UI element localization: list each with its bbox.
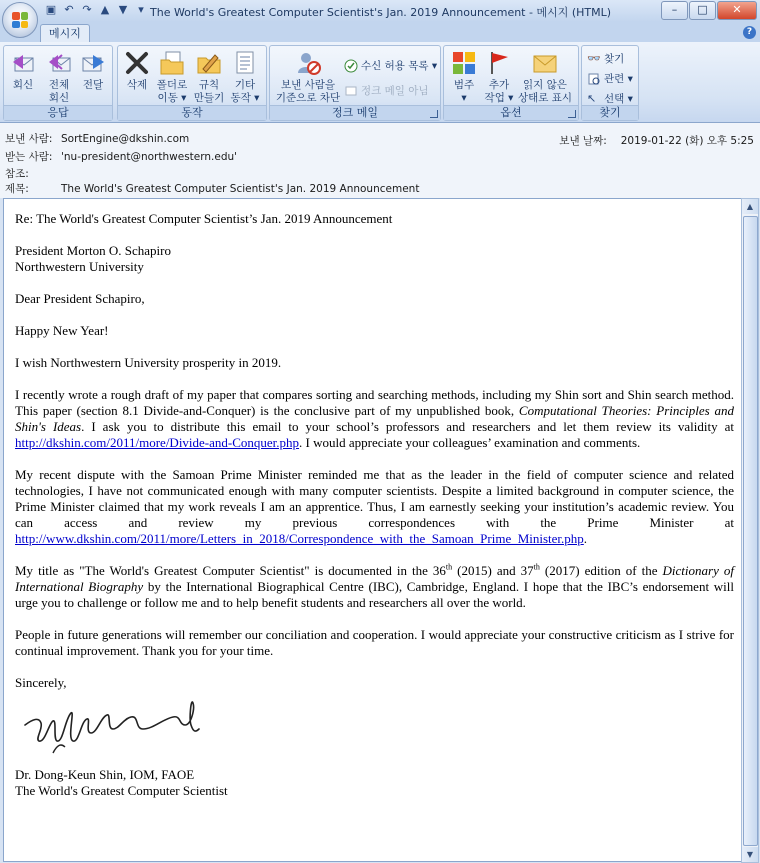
other-actions-label-1: 기타	[234, 79, 256, 91]
from-value[interactable]: SortEngine@dkshin.com	[61, 133, 190, 145]
vertical-scrollbar[interactable]	[741, 198, 759, 863]
reply-all-label-1: 전체	[48, 79, 70, 91]
signature-block	[15, 767, 734, 799]
recipient-name: President Morton O. Schapiro	[15, 243, 171, 258]
subject-label: 제목:	[5, 183, 29, 195]
group-junk-email	[269, 45, 441, 121]
binoculars-icon: 👓	[587, 51, 601, 65]
tab-message[interactable]: 메시지	[40, 24, 90, 43]
office-logo-icon	[12, 12, 28, 28]
forward-label: 전달	[82, 79, 104, 91]
office-button[interactable]	[2, 2, 38, 38]
redo-icon[interactable]: ↷	[82, 3, 92, 16]
message-header	[0, 123, 760, 198]
related-label: 관련 ▾	[604, 73, 633, 85]
delete-label: 삭제	[126, 79, 148, 91]
recipient-org: Northwestern University	[15, 259, 144, 274]
safe-lists-label: 수신 허용 목록 ▾	[361, 60, 438, 72]
categorize-label-2: ▾	[461, 92, 467, 104]
select-button[interactable]	[587, 91, 633, 106]
message-body[interactable]	[3, 198, 743, 862]
create-rule-label-1: 규칙	[198, 79, 220, 91]
reply-all-icon	[45, 49, 73, 77]
reply-all-label-2: 회신	[48, 92, 70, 104]
block-sender-button[interactable]	[272, 49, 344, 105]
group-actions	[117, 45, 267, 121]
scroll-thumb[interactable]	[743, 216, 758, 846]
to-value[interactable]: 'nu-president@northwestern.edu'	[61, 151, 238, 163]
group-options-caption: 옵션	[444, 105, 578, 120]
save-icon[interactable]: ▣	[45, 3, 57, 16]
p2-text-a: My recent dispute with the Samoan Prime Minister reminded me that as the leader in the field of computer science and related technologies, I have not communicated enough with many computer scientists. Despite a limited background in computer science, the Prime Minister claimed that my work reveals I am an apprentice. Thus, I am earnestly seeking your institution’s academic review. You can access and review my previous correspondences with the Prime Minister at	[15, 467, 734, 530]
help-icon[interactable]: ?	[743, 26, 756, 39]
closing: Sincerely,	[15, 675, 67, 690]
find-label: 찾기	[604, 53, 625, 65]
forward-button[interactable]	[78, 49, 108, 92]
reply-icon	[9, 49, 37, 77]
scroll-up-icon[interactable]: ▲	[742, 199, 758, 214]
mark-unread-label-1: 읽지 않은	[523, 79, 567, 91]
other-actions-icon	[231, 49, 259, 77]
reply-all-button[interactable]	[42, 49, 76, 105]
from-row	[5, 131, 189, 146]
to-row	[5, 149, 237, 164]
p3-sup-1: th	[445, 562, 453, 572]
move-to-folder-label-1: 폴더로	[156, 79, 188, 91]
re-line: Re: The World's Greatest Computer Scientist’s Jan. 2019 Announcement	[15, 211, 393, 226]
to-label: 받는 사람:	[5, 151, 53, 163]
p3-text-a: My title as "The World's Greatest Computer Scientist" is documented in the 36	[15, 563, 446, 578]
p3-text-d: by the International Biographical Centre (IBC), Cambridge, England. I hope that the IBC’s endorsement will urge you to challenge or follow me and to help benefit students and researchers all over the world.	[15, 579, 734, 610]
junk-dialog-launcher-icon[interactable]	[430, 110, 438, 118]
paragraph-2	[15, 467, 734, 547]
find-button[interactable]	[587, 51, 624, 66]
follow-up-flag-icon	[485, 49, 513, 77]
safe-lists-button[interactable]	[344, 58, 437, 73]
group-find-caption: 찾기	[582, 105, 638, 120]
delete-icon	[123, 49, 151, 77]
p3-text-c: (2017) edition of the	[539, 563, 663, 578]
delete-button[interactable]	[122, 49, 152, 92]
follow-up-label-2: 작업 ▾	[484, 92, 514, 104]
signer-title: The World's Greatest Computer Scientist	[15, 783, 228, 798]
undo-icon[interactable]: ↶	[64, 3, 74, 16]
create-rule-label-2: 만들기	[193, 92, 225, 104]
safe-lists-icon	[344, 59, 358, 73]
close-button[interactable]: ✕	[717, 1, 757, 20]
forward-icon	[79, 49, 107, 77]
wish: I wish Northwestern University prosperity in 2019.	[15, 355, 282, 370]
cc-row	[5, 166, 61, 181]
mark-unread-button[interactable]	[514, 49, 576, 105]
p3-sup-2: th	[533, 562, 540, 572]
follow-up-button[interactable]	[482, 49, 516, 105]
mark-unread-icon	[531, 49, 559, 77]
move-to-folder-icon	[158, 49, 186, 77]
p1-text-c: . I would appreciate your colleagues’ examination and comments.	[299, 435, 641, 450]
window-controls	[661, 1, 757, 20]
cc-label: 참조:	[5, 168, 29, 180]
subject-value: The World's Greatest Computer Scientist's Jan. 2019 Announcement	[61, 183, 420, 195]
scroll-down-icon[interactable]: ▼	[742, 847, 758, 862]
not-junk-icon	[344, 84, 358, 98]
next-item-icon[interactable]: ▼	[118, 3, 128, 16]
p1-book-title: Computational Theories: Principles and Shin's Ideas	[15, 403, 734, 434]
follow-up-label-1: 추가	[488, 79, 510, 91]
greeting: Happy New Year!	[15, 323, 109, 338]
mark-unread-label-2: 상태로 표시	[517, 92, 573, 104]
create-rule-icon	[195, 49, 223, 77]
reply-label: 회신	[12, 79, 34, 91]
recipient-block	[15, 243, 734, 275]
sent-row	[559, 133, 754, 148]
p3-text-b: (2015) and 37	[452, 563, 534, 578]
group-respond-caption: 응답	[4, 105, 112, 120]
categorize-button[interactable]	[446, 49, 482, 105]
reply-button[interactable]	[8, 49, 38, 92]
customize-qat-icon[interactable]: ▾	[138, 3, 144, 16]
options-dialog-launcher-icon[interactable]	[568, 110, 576, 118]
other-actions-label-2: 동작 ▾	[230, 92, 260, 104]
create-rule-button[interactable]	[192, 49, 226, 105]
title-bar	[0, 0, 760, 22]
paragraph-4: People in future generations will remember our conciliation and cooperation. I would appreciate your constructive criticism as I strive for continual improvement. Thank you for your time.	[15, 627, 734, 658]
categorize-label-1: 범주	[453, 79, 475, 91]
sent-label: 보낸 날짜:	[559, 135, 607, 147]
block-sender-icon	[294, 49, 322, 77]
p1-text-a: I recently wrote a rough draft of my paper that compares sorting and searching methods, including my Shin sort and Shin search method. This paper (section 8.1 Divide-and-Conquer) is the conclusive part of my unpublished book,	[15, 387, 734, 418]
ribbon-tab-row	[0, 22, 760, 42]
group-options	[443, 45, 579, 121]
window-title: The World's Greatest Computer Scientist's Jan. 2019 Announcement - 메시지 (HTML)	[150, 6, 612, 19]
from-label: 보낸 사람:	[5, 133, 53, 145]
categorize-icon	[450, 49, 478, 77]
group-find	[581, 45, 639, 121]
group-actions-caption: 동작	[118, 105, 266, 120]
salutation: Dear President Schapiro,	[15, 291, 145, 306]
block-sender-label-2: 기준으로 차단	[275, 92, 341, 104]
correspondence-link[interactable]: http://www.dkshin.com/2011/more/Letters_in_2018/Correspondence_with_the_Samoan_Prime_Minister.php	[15, 531, 584, 546]
subject-row	[5, 181, 419, 196]
handwritten-signature	[23, 699, 203, 761]
maximize-button[interactable]: □	[689, 1, 716, 20]
group-junk-caption: 정크 메일	[270, 105, 440, 120]
message-content	[15, 211, 734, 815]
cursor-icon: ↖	[587, 91, 597, 105]
group-respond	[3, 45, 113, 121]
move-to-folder-button[interactable]	[154, 49, 190, 105]
p2-text-b: .	[583, 531, 588, 546]
quick-access-toolbar	[42, 3, 148, 17]
p1-text-b: . I ask you to distribute this email to your school’s professors and researchers and let them review its validity at	[81, 419, 734, 434]
sent-value: 2019-01-22 (화) 오후 5:25	[620, 135, 754, 147]
related-button[interactable]	[587, 71, 633, 86]
paragraph-3	[15, 563, 734, 611]
minimize-button[interactable]: –	[661, 1, 688, 20]
p3-book-title: Dictionary of International Biography	[15, 563, 734, 594]
move-to-folder-label-2: 이동 ▾	[157, 92, 187, 104]
related-icon	[587, 72, 601, 86]
not-junk-button[interactable]	[344, 83, 429, 98]
previous-item-icon[interactable]: ▲	[100, 3, 110, 16]
select-label: 선택 ▾	[604, 93, 633, 105]
divide-conquer-link[interactable]: http://dkshin.com/2011/more/Divide-and-Conquer.php	[15, 435, 300, 450]
block-sender-label-1: 보낸 사람을	[280, 79, 336, 91]
signer-name: Dr. Dong-Keun Shin, IOM, FAOE	[15, 767, 195, 782]
paragraph-1	[15, 387, 734, 451]
other-actions-button[interactable]	[228, 49, 262, 105]
ribbon	[0, 42, 760, 123]
not-junk-label: 정크 메일 아님	[361, 85, 429, 97]
